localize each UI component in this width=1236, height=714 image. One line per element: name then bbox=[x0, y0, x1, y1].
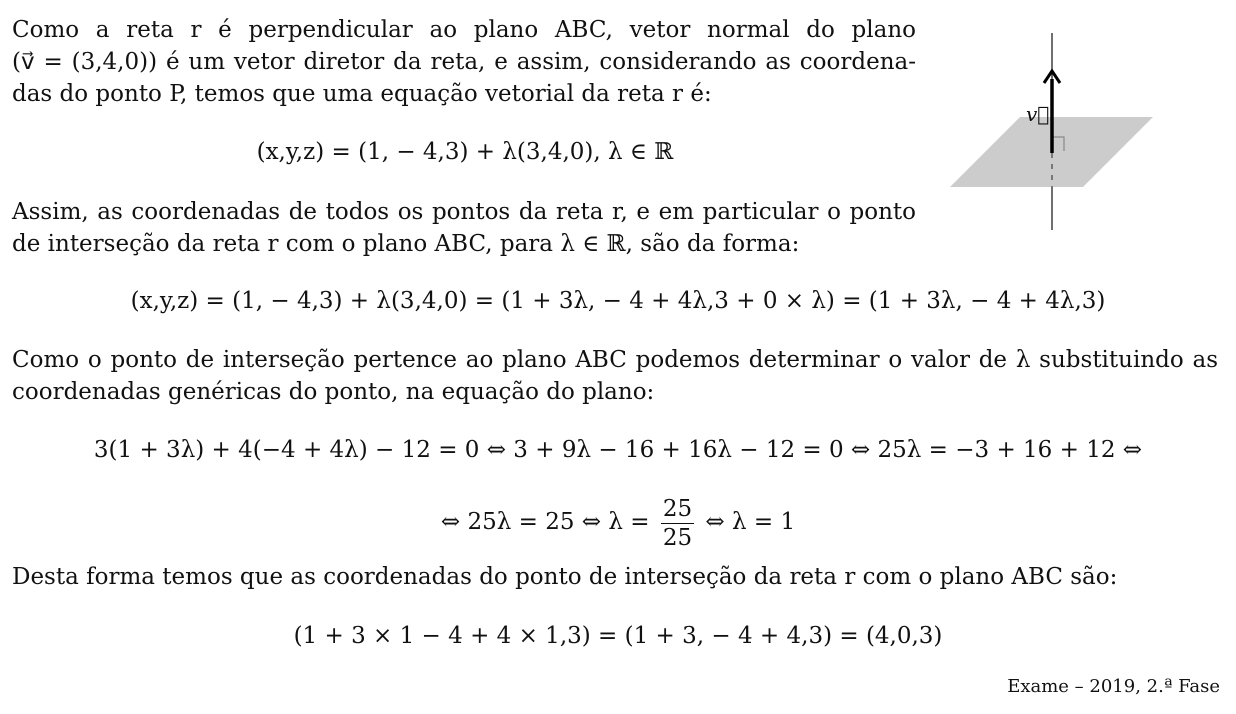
paragraph-4 bbox=[12, 561, 1218, 593]
paragraph-1-line-2: (v⃗ = (3,4,0)) é um vetor diretor da reta, e assim, considerando as coordena- bbox=[12, 49, 916, 75]
equation-line-vector: (x,y,z) = (1, − 4,3) + λ(3,4,0), λ ∈ ℝ bbox=[256, 139, 674, 165]
plane-normal-vector-figure bbox=[940, 25, 1170, 240]
equation-substitution: 3(1 + 3λ) + 4(−4 + 4λ) − 12 = 0 ⇔ 3 + 9λ − 16 + 16λ − 12 = 0 ⇔ 25λ = −3 + 16 + 12 ⇔ bbox=[93, 437, 1143, 463]
equation-lambda-left: ⇔ 25λ = 25 ⇔ λ = bbox=[440, 509, 650, 535]
paragraph-3-line-1: Como o ponto de interseção pertence ao plano ABC podemos determinar o valor de λ substituindo as bbox=[12, 347, 1218, 373]
paragraph-1 bbox=[12, 14, 916, 110]
paragraph-3 bbox=[12, 344, 1218, 408]
source-citation: Exame – 2019, 2.ª Fase bbox=[1007, 676, 1220, 697]
paragraph-2 bbox=[12, 196, 916, 260]
equation-parametric-point: (x,y,z) = (1, − 4,3) + λ(3,4,0) = (1 + 3λ, − 4 + 4λ,3 + 0 × λ) = (1 + 3λ, − 4 + 4λ,3) bbox=[130, 288, 1106, 314]
fraction-numerator: 25 bbox=[662, 495, 693, 522]
equation-lambda-right: ⇔ λ = 1 bbox=[705, 509, 796, 535]
vector-v-label: v⃗ bbox=[1026, 102, 1050, 126]
equation-lambda-solution bbox=[0, 490, 1236, 554]
paragraph-1-line-3: das do ponto P, temos que uma equação vetorial da reta r é: bbox=[12, 81, 712, 107]
paragraph-1-line-1: Como a reta r é perpendicular ao plano ABC, vetor normal do plano bbox=[12, 17, 916, 43]
equation-intersection-point: (1 + 3 × 1 − 4 + 4 × 1,3) = (1 + 3, − 4 + 4,3) = (4,0,3) bbox=[293, 623, 943, 649]
lambda-fraction bbox=[661, 495, 694, 552]
paragraph-4-line-1: Desta forma temos que as coordenadas do ponto de interseção da reta r com o plano ABC são: bbox=[12, 564, 1118, 590]
paragraph-2-line-1: Assim, as coordenadas de todos os pontos da reta r, e em particular o ponto bbox=[12, 199, 916, 225]
fraction-denominator: 25 bbox=[662, 524, 693, 551]
paragraph-2-line-2: de interseção da reta r com o plano ABC, para λ ∈ ℝ, são da forma: bbox=[12, 231, 800, 257]
paragraph-3-line-2: coordenadas genéricas do ponto, na equação do plano: bbox=[12, 379, 655, 405]
